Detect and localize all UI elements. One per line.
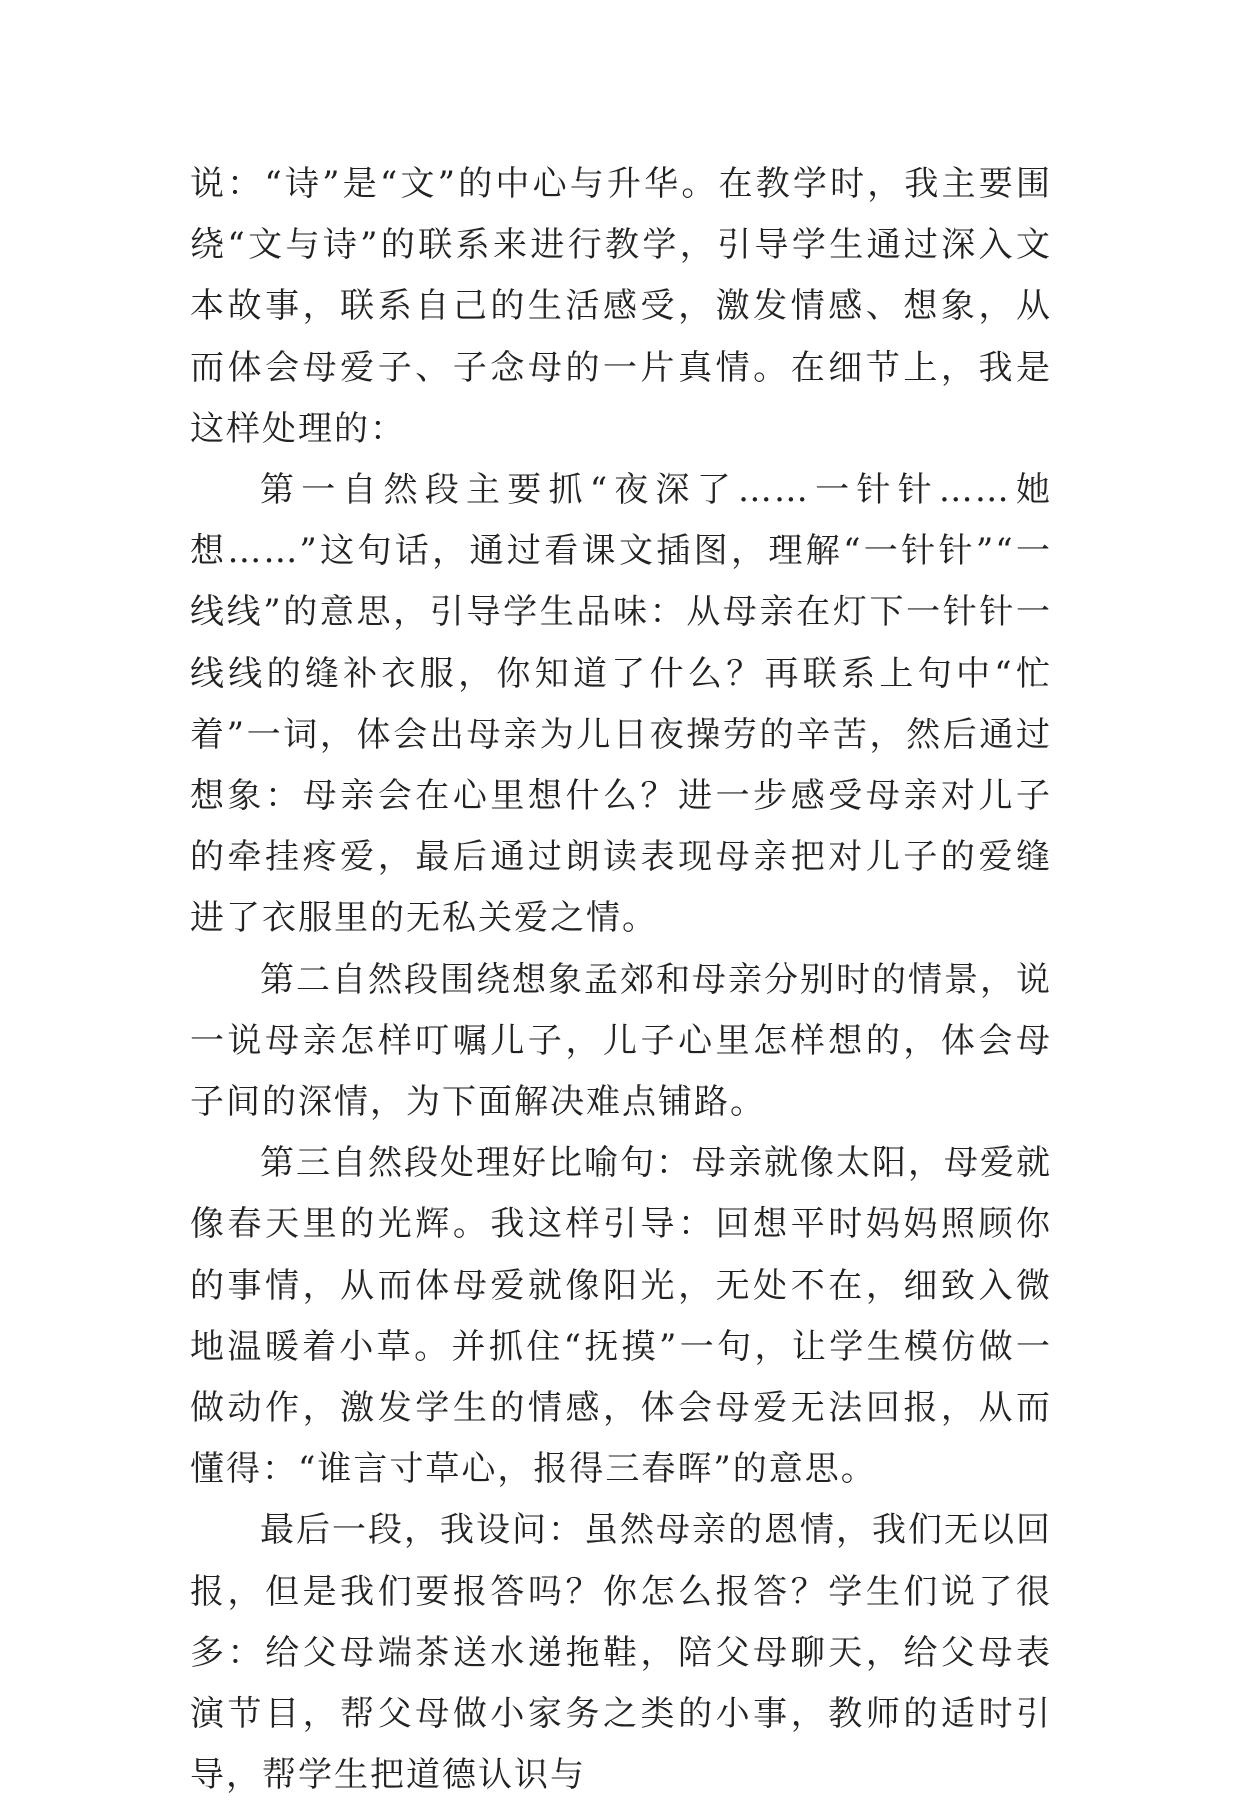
paragraph-first-section: 第一自然段主要抓“夜深了……一针针……她想……”这句话，通过看课文插图，理解“一针针”“一线线”的意思，引导学生品味：从母亲在灯下一针针一线线的缝补衣服，你知道了什么？再联系上句中“忙着”一词，体会出母亲为儿日夜操劳的辛苦，然后通过想象：母亲会在心里想什么？进一步感受母亲对儿子的牵挂疼爱，最后通过朗读表现母亲把对儿子的爱缝进了衣服里的无私关爱之情。 bbox=[190, 470, 1052, 939]
paragraph-continuation: 说：“诗”是“文”的中心与升华。在教学时，我主要围绕“文与诗”的联系来进行教学，引导学生通过深入文本故事，联系自己的生活感受，激发情感、想象，从而体会母爱子、子念母的一片真情。在细节上，我是这样处理的： bbox=[190, 164, 1052, 449]
paragraph-final-section: 最后一段，我设问：虽然母亲的恩情，我们无以回报，但是我们要报答吗？你怎么报答？学生们说了很多：给父母端茶送水递拖鞋，陪父母聊天，给父母表演节目，帮父母做小家务之类的小事，教师的适时引导，帮学生把道德认识与 bbox=[190, 1510, 1052, 1796]
paragraph-second-section: 第二自然段围绕想象孟郊和母亲分别时的情景，说一说母亲怎样叮嘱儿子，儿子心里怎样想的，体会母子间的深情，为下面解决难点铺路。 bbox=[190, 959, 1052, 1123]
paragraph-third-section: 第三自然段处理好比喻句：母亲就像太阳，母爱就像春天里的光辉。我这样引导：回想平时妈妈照顾你的事情，从而体母爱就像阳光，无处不在，细致入微地温暖着小草。并抓住“抚摸”一句，让学生模仿做一做动作，激发学生的情感，体会母爱无法回报，从而懂得：“谁言寸草心，报得三春晖”的意思。 bbox=[190, 1143, 1052, 1490]
body-text bbox=[190, 154, 1052, 1806]
